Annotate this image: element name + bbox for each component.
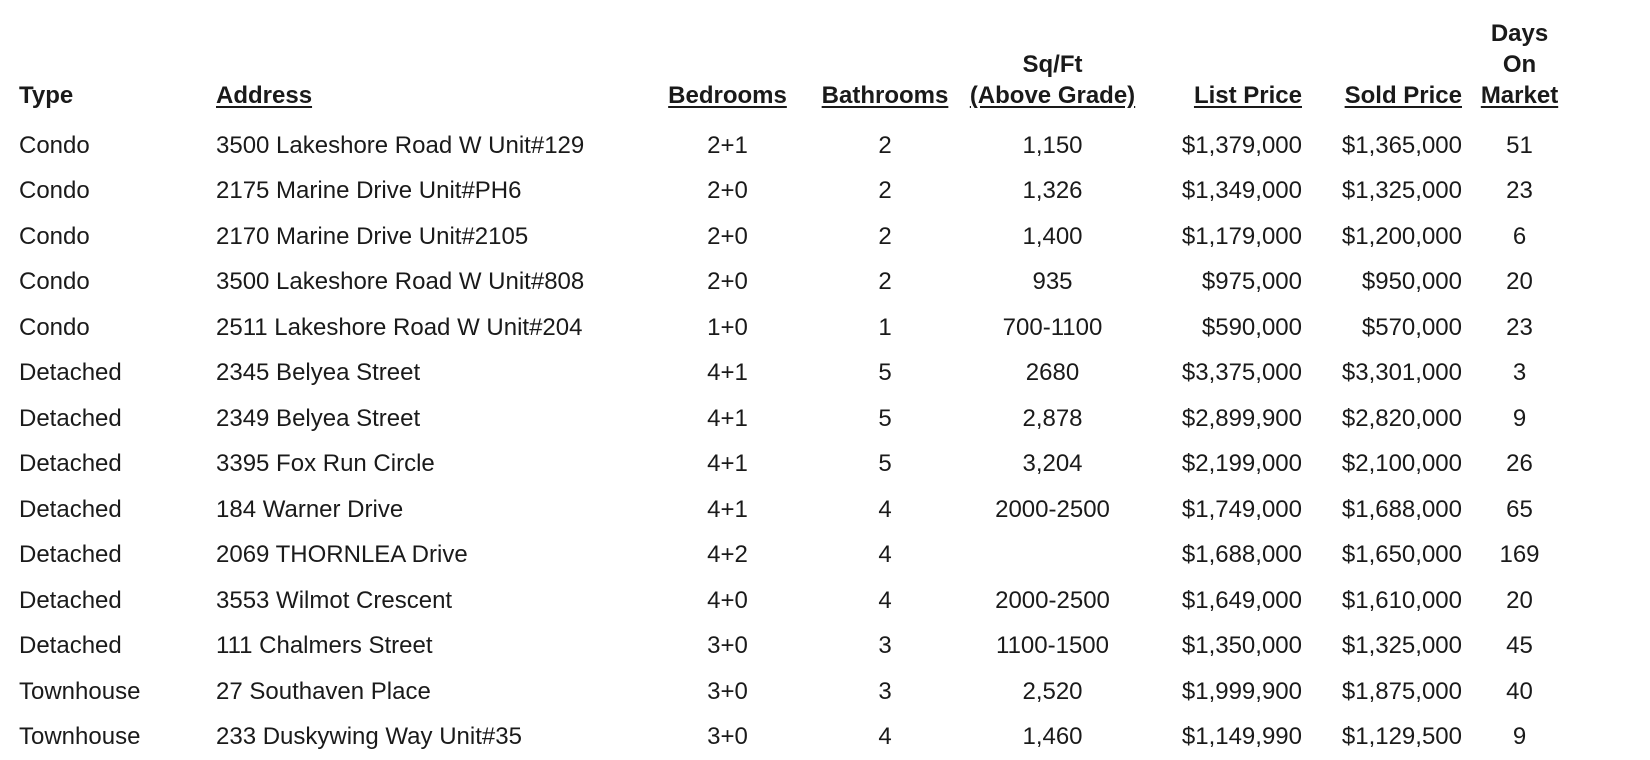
cell-sold-price: $1,325,000 — [1310, 624, 1472, 670]
cell-address: 2511 Lakeshore Road W Unit#204 — [200, 305, 640, 351]
cell-days-on-market: 45 — [1472, 624, 1563, 670]
cell-type: Condo — [0, 169, 200, 215]
type-header-label: Type — [19, 82, 73, 109]
cell-sold-price: $570,000 — [1310, 305, 1472, 351]
cell-list-price: $3,375,000 — [1150, 351, 1310, 397]
cell-type: Detached — [0, 396, 200, 442]
row-spacer — [1563, 396, 1650, 442]
cell-sold-price: $1,650,000 — [1310, 533, 1472, 579]
cell-sqft: 1,400 — [955, 214, 1150, 260]
cell-days-on-market: 26 — [1472, 442, 1563, 488]
cell-sqft: 1100-1500 — [955, 624, 1150, 670]
table-row — [0, 214, 1650, 260]
row-spacer — [1563, 351, 1650, 397]
cell-sold-price: $1,325,000 — [1310, 169, 1472, 215]
col-header-sold-price — [1310, 18, 1472, 123]
dom-header-line1: Days On — [1476, 18, 1563, 80]
bathrooms-header-label: Bathrooms — [822, 82, 949, 109]
cell-sold-price: $3,301,000 — [1310, 351, 1472, 397]
row-spacer — [1563, 169, 1650, 215]
table-row — [0, 396, 1650, 442]
cell-bathrooms: 2 — [815, 169, 955, 215]
cell-list-price: $2,899,900 — [1150, 396, 1310, 442]
cell-list-price: $1,649,000 — [1150, 578, 1310, 624]
cell-type: Detached — [0, 487, 200, 533]
cell-sqft: 3,204 — [955, 442, 1150, 488]
row-spacer — [1563, 624, 1650, 670]
cell-days-on-market: 23 — [1472, 305, 1563, 351]
cell-sold-price: $1,875,000 — [1310, 669, 1472, 715]
header-spacer — [1563, 18, 1650, 123]
cell-address: 3395 Fox Run Circle — [200, 442, 640, 488]
cell-bathrooms: 4 — [815, 578, 955, 624]
cell-sold-price: $1,129,500 — [1310, 715, 1472, 760]
cell-list-price: $1,379,000 — [1150, 123, 1310, 169]
sold-listings-table — [0, 18, 1650, 760]
cell-sqft: 700-1100 — [955, 305, 1150, 351]
dom-header-line2: Market — [1481, 82, 1558, 109]
cell-sqft: 1,150 — [955, 123, 1150, 169]
cell-bathrooms: 3 — [815, 669, 955, 715]
cell-list-price: $1,749,000 — [1150, 487, 1310, 533]
cell-bedrooms: 1+0 — [640, 305, 815, 351]
cell-days-on-market: 3 — [1472, 351, 1563, 397]
cell-address: 233 Duskywing Way Unit#35 — [200, 715, 640, 760]
col-header-bathrooms — [815, 18, 955, 123]
cell-sqft: 935 — [955, 260, 1150, 306]
cell-bathrooms: 3 — [815, 624, 955, 670]
cell-sqft — [955, 533, 1150, 579]
list-price-header-label: List Price — [1194, 82, 1302, 109]
cell-bedrooms: 4+0 — [640, 578, 815, 624]
cell-type: Condo — [0, 305, 200, 351]
cell-address: 2345 Belyea Street — [200, 351, 640, 397]
sqft-header-line2: (Above Grade) — [970, 82, 1135, 109]
bedrooms-header-label: Bedrooms — [668, 82, 787, 109]
row-spacer — [1563, 123, 1650, 169]
cell-days-on-market: 9 — [1472, 715, 1563, 760]
cell-bedrooms: 2+0 — [640, 169, 815, 215]
cell-type: Condo — [0, 260, 200, 306]
cell-list-price: $2,199,000 — [1150, 442, 1310, 488]
cell-list-price: $1,350,000 — [1150, 624, 1310, 670]
row-spacer — [1563, 305, 1650, 351]
cell-bathrooms: 5 — [815, 396, 955, 442]
row-spacer — [1563, 442, 1650, 488]
cell-sold-price: $1,688,000 — [1310, 487, 1472, 533]
cell-address: 3500 Lakeshore Road W Unit#129 — [200, 123, 640, 169]
cell-address: 3553 Wilmot Crescent — [200, 578, 640, 624]
cell-sold-price: $1,365,000 — [1310, 123, 1472, 169]
cell-bathrooms: 4 — [815, 533, 955, 579]
cell-address: 27 Southaven Place — [200, 669, 640, 715]
cell-address: 2349 Belyea Street — [200, 396, 640, 442]
cell-type: Condo — [0, 214, 200, 260]
cell-type: Detached — [0, 533, 200, 579]
cell-bathrooms: 1 — [815, 305, 955, 351]
cell-bathrooms: 2 — [815, 123, 955, 169]
row-spacer — [1563, 715, 1650, 760]
address-header-label: Address — [216, 82, 312, 109]
cell-sold-price: $1,610,000 — [1310, 578, 1472, 624]
cell-sqft: 2000-2500 — [955, 578, 1150, 624]
cell-list-price: $1,349,000 — [1150, 169, 1310, 215]
cell-days-on-market: 20 — [1472, 578, 1563, 624]
header-row — [0, 18, 1650, 123]
cell-bedrooms: 4+2 — [640, 533, 815, 579]
cell-address: 2069 THORNLEA Drive — [200, 533, 640, 579]
row-spacer — [1563, 214, 1650, 260]
cell-bathrooms: 5 — [815, 351, 955, 397]
col-header-sqft — [955, 18, 1150, 123]
cell-bathrooms: 5 — [815, 442, 955, 488]
table-row — [0, 669, 1650, 715]
cell-days-on-market: 51 — [1472, 123, 1563, 169]
cell-sqft: 2,878 — [955, 396, 1150, 442]
table-row — [0, 578, 1650, 624]
cell-type: Townhouse — [0, 669, 200, 715]
cell-bathrooms: 4 — [815, 715, 955, 760]
table-row — [0, 715, 1650, 760]
cell-list-price: $1,688,000 — [1150, 533, 1310, 579]
cell-bedrooms: 2+0 — [640, 214, 815, 260]
cell-bedrooms: 4+1 — [640, 396, 815, 442]
row-spacer — [1563, 533, 1650, 579]
table-row — [0, 624, 1650, 670]
table-row — [0, 533, 1650, 579]
cell-sqft: 2000-2500 — [955, 487, 1150, 533]
cell-sqft: 1,326 — [955, 169, 1150, 215]
cell-days-on-market: 9 — [1472, 396, 1563, 442]
table-row — [0, 169, 1650, 215]
cell-type: Townhouse — [0, 715, 200, 760]
cell-list-price: $1,179,000 — [1150, 214, 1310, 260]
cell-days-on-market: 20 — [1472, 260, 1563, 306]
table-row — [0, 351, 1650, 397]
cell-address: 3500 Lakeshore Road W Unit#808 — [200, 260, 640, 306]
sqft-header-line1: Sq/Ft — [955, 49, 1150, 80]
cell-bedrooms: 2+1 — [640, 123, 815, 169]
col-header-address — [200, 18, 640, 123]
cell-address: 184 Warner Drive — [200, 487, 640, 533]
row-spacer — [1563, 669, 1650, 715]
cell-sold-price: $950,000 — [1310, 260, 1472, 306]
table-row — [0, 260, 1650, 306]
row-spacer — [1563, 578, 1650, 624]
cell-bathrooms: 2 — [815, 260, 955, 306]
cell-type: Detached — [0, 351, 200, 397]
cell-bedrooms: 3+0 — [640, 715, 815, 760]
cell-days-on-market: 23 — [1472, 169, 1563, 215]
cell-days-on-market: 40 — [1472, 669, 1563, 715]
cell-type: Detached — [0, 442, 200, 488]
cell-bedrooms: 3+0 — [640, 669, 815, 715]
cell-days-on-market: 169 — [1472, 533, 1563, 579]
cell-days-on-market: 65 — [1472, 487, 1563, 533]
cell-sqft: 2,520 — [955, 669, 1150, 715]
cell-address: 2170 Marine Drive Unit#2105 — [200, 214, 640, 260]
cell-list-price: $1,999,900 — [1150, 669, 1310, 715]
col-header-bedrooms — [640, 18, 815, 123]
cell-bedrooms: 3+0 — [640, 624, 815, 670]
row-spacer — [1563, 260, 1650, 306]
cell-days-on-market: 6 — [1472, 214, 1563, 260]
cell-bedrooms: 2+0 — [640, 260, 815, 306]
cell-list-price: $1,149,990 — [1150, 715, 1310, 760]
col-header-list-price — [1150, 18, 1310, 123]
cell-sqft: 1,460 — [955, 715, 1150, 760]
sold-price-header-label: Sold Price — [1345, 82, 1462, 109]
cell-sold-price: $1,200,000 — [1310, 214, 1472, 260]
cell-bathrooms: 2 — [815, 214, 955, 260]
table-row — [0, 442, 1650, 488]
col-header-type — [0, 18, 200, 123]
cell-sold-price: $2,820,000 — [1310, 396, 1472, 442]
cell-list-price: $590,000 — [1150, 305, 1310, 351]
table-body — [0, 123, 1650, 760]
cell-list-price: $975,000 — [1150, 260, 1310, 306]
cell-sold-price: $2,100,000 — [1310, 442, 1472, 488]
cell-address: 111 Chalmers Street — [200, 624, 640, 670]
cell-bedrooms: 4+1 — [640, 487, 815, 533]
cell-bedrooms: 4+1 — [640, 442, 815, 488]
cell-type: Detached — [0, 578, 200, 624]
col-header-days-on-market — [1472, 18, 1563, 123]
row-spacer — [1563, 487, 1650, 533]
cell-address: 2175 Marine Drive Unit#PH6 — [200, 169, 640, 215]
cell-type: Detached — [0, 624, 200, 670]
table-row — [0, 487, 1650, 533]
table-row — [0, 305, 1650, 351]
cell-sqft: 2680 — [955, 351, 1150, 397]
cell-bathrooms: 4 — [815, 487, 955, 533]
cell-bedrooms: 4+1 — [640, 351, 815, 397]
cell-type: Condo — [0, 123, 200, 169]
table-row — [0, 123, 1650, 169]
